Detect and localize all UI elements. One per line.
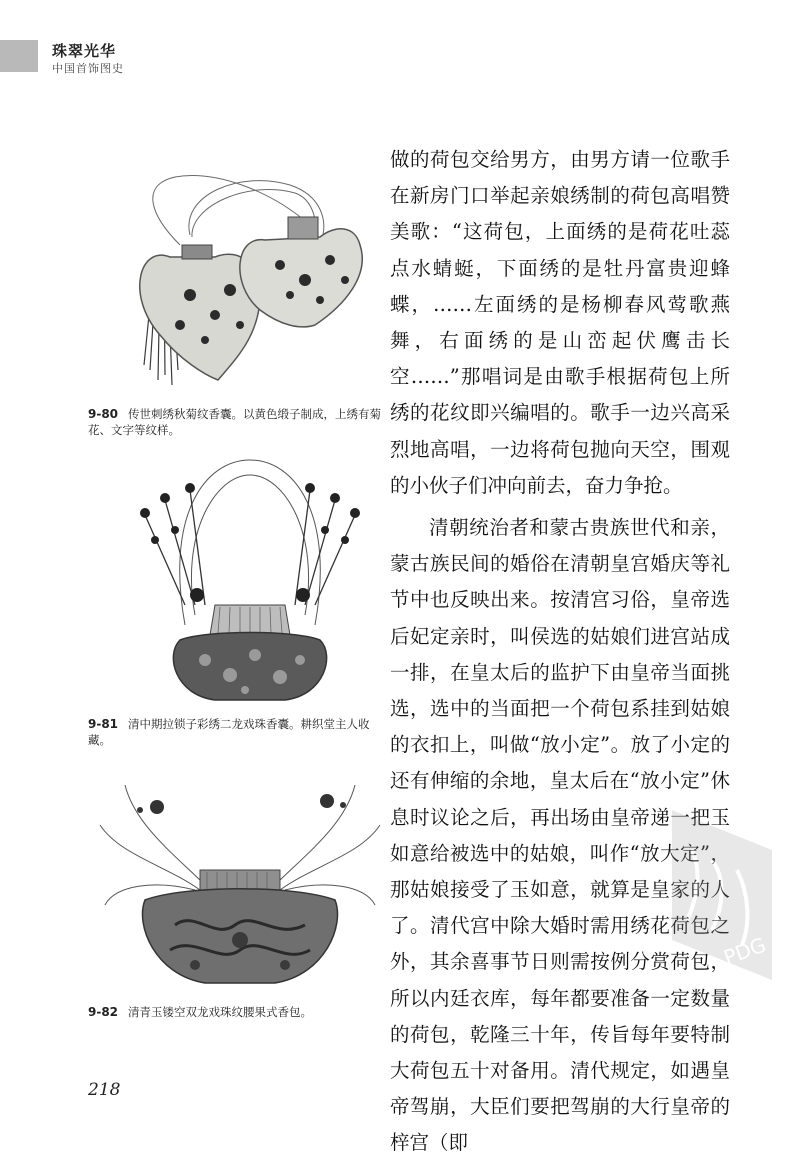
book-subtitle: 中国首饰图史 [52, 62, 124, 75]
figure-caption [88, 406, 388, 438]
watermark-stamp [652, 790, 792, 990]
figure-sachets-embroidered [120, 165, 380, 395]
figure-caption [88, 716, 388, 748]
watermark-label: PDG [720, 932, 770, 970]
figure-caption-text: 清青玉镂空双龙戏珠纹腰果式香包。 [128, 1005, 313, 1019]
page-number: 218 [88, 1080, 121, 1100]
body-text [390, 142, 730, 1162]
figure-caption [88, 1004, 388, 1020]
body-paragraph: 清朝统治者和蒙古贵族世代和亲，蒙古族民间的婚俗在清朝皇宫婚庆等礼节中也反映出来。按清宫习俗，皇帝选后妃定亲时，叫侯选的姑娘们进宫站成一排，在皇太后的监护下由皇帝当面挑选，选中的当面把一个荷包系挂到姑娘的衣扣上，叫做“放小定”。放了小定的还有伸缩的余地，皇太后在“放小定”休息时议论之后，再出场由皇帝递一把玉如意给被选中的姑娘，叫作“放大定”，那姑娘接受了玉如意，就算是皇家的人了。清代宫中除大婚时需用绣花荷包之外，其余喜事节日则需按例分赏荷包，所以内廷衣库，每年都要准备一定数量的荷包，乾隆三十年，传旨每年要特制大荷包五十对备用。清代规定，如遇皇帝驾崩，大臣们要把驾崩的大行皇帝的梓宫（即 [390, 516, 730, 1155]
figure-number: 9-80 [88, 407, 119, 421]
book-title: 珠翠光华 [52, 42, 117, 60]
header-corner-block [0, 40, 38, 72]
body-paragraph: 做的荷包交给男方，由男方请一位歌手在新房门口举起亲娘绣制的荷包高唱赞美歌：“这荷包，上面绣的是荷花吐蕊点水蜻蜓，下面绣的是牡丹富贵迎蜂蝶，……左面绣的是杨柳春风莺歌燕舞，右面绣的是山峦起伏鹰击长空……”那唱词是由歌手根据荷包上所绣的花纹即兴编唱的。歌手一边兴高采烈地高唱，一边将荷包抛向天空，围观的小伙子们冲向前去，奋力争抢。 [390, 148, 730, 497]
figure-number: 9-82 [88, 1005, 119, 1019]
figure-caption-text: 清中期拉锁子彩绣二龙戏珠香囊。耕织堂主人收藏。 [88, 717, 370, 747]
figure-jade-sachet [95, 765, 385, 995]
figure-sachet-lockstitch [125, 455, 375, 710]
figure-number: 9-81 [88, 717, 119, 731]
figure-caption-text: 传世刺绣秋菊纹香囊。以黄色缎子制成，上绣有菊花、文字等纹样。 [88, 407, 382, 437]
